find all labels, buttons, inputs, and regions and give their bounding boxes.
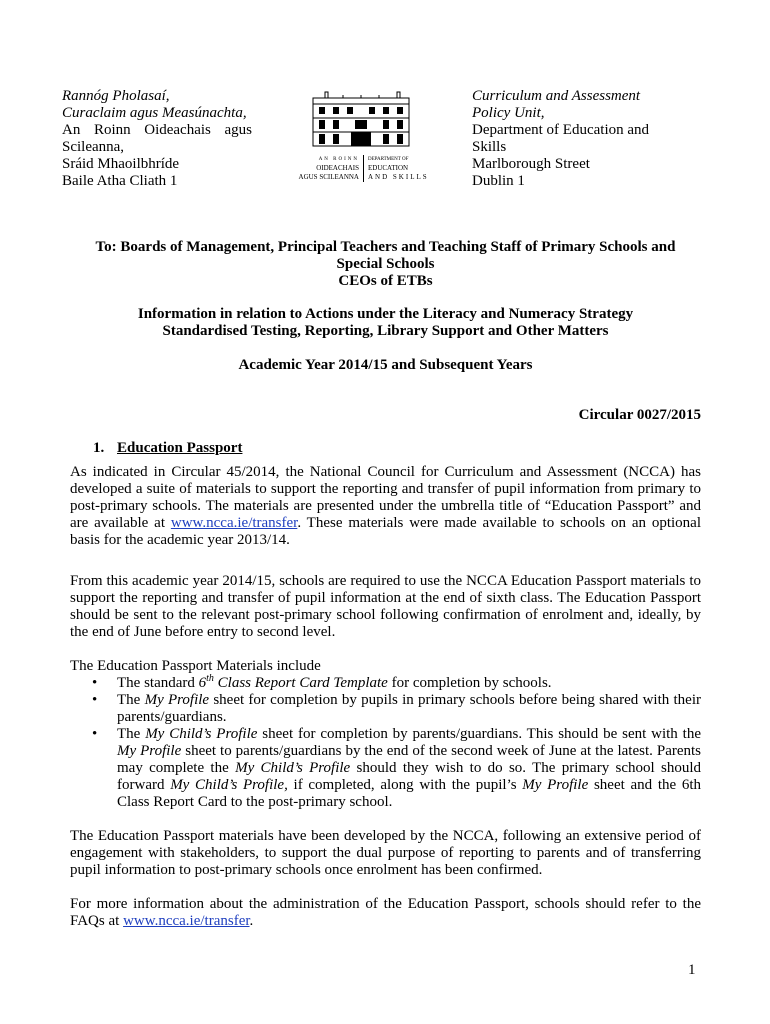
section-number: 1. <box>93 440 105 456</box>
logo-english-small: DEPARTMENT OF <box>368 157 409 162</box>
transfer-link[interactable]: www.ncca.ie/transfer <box>170 515 298 531</box>
circular-number: Circular 0027/2015 <box>578 407 701 423</box>
address-line: Department of Education and <box>472 122 650 138</box>
list-item-text <box>117 675 552 691</box>
bullet-icon: • <box>92 692 98 708</box>
paragraph-purpose <box>70 828 701 879</box>
list-item <box>70 675 701 692</box>
address-line: Dublin 1 <box>472 173 525 189</box>
address-line: Scileanna, <box>62 139 125 155</box>
address-line: Skills <box>472 139 507 155</box>
text-segment: For more information about the administration of the Education Passport, schools should refer to the FAQs at <box>70 896 701 929</box>
text-segment: As indicated in Circular 45/2014, the National Council for Curriculum and Assessment (NCCA) has developed a suite of materials to support the reporting and transfer of pupil information from primary to post-primary schools. The materials are presented under the umbrella title of “Education Passport” and are available at <box>70 464 701 531</box>
page-number: 1 <box>688 962 696 978</box>
paragraph-intro <box>70 464 701 549</box>
logo-english-line: EDUCATION <box>368 164 409 172</box>
list-item <box>70 692 701 726</box>
address-line: Sráid Mhaoilbhríde <box>62 156 180 172</box>
bullet-icon: • <box>92 675 98 691</box>
materials-intro: The Education Passport Materials include <box>70 658 321 674</box>
department-logo <box>285 86 435 182</box>
subject-line: Standardised Testing, Reporting, Library Support and Other Matters <box>162 323 609 339</box>
circular-subject <box>70 306 701 340</box>
italic-text: My Child’s Profile, <box>170 777 288 793</box>
address-line: Rannóg Pholasaí, <box>62 88 170 104</box>
paragraph-requirement <box>70 573 701 641</box>
materials-list <box>70 675 701 811</box>
section-title: Education Passport <box>117 440 243 456</box>
text-segment: The <box>117 726 146 742</box>
italic-text: 6 <box>198 675 207 691</box>
address-line: Curriculum and Assessment <box>472 88 641 104</box>
addressees <box>70 239 701 290</box>
list-item <box>70 726 701 811</box>
text-segment: The <box>117 692 145 708</box>
address-line: Marlborough Street <box>472 156 590 172</box>
addressee-line: Special Schools <box>336 256 435 272</box>
logo-irish-line: OIDEACHAIS <box>316 164 359 172</box>
sender-address-english <box>472 88 662 190</box>
text-segment: if completed, along with the pupil’s <box>287 777 523 793</box>
text-segment: The standard <box>117 675 199 691</box>
academic-year: Academic Year 2014/15 and Subsequent Years <box>238 357 533 373</box>
subject-line: Information in relation to Actions under the Literacy and Numeracy Strategy <box>137 306 634 322</box>
text-segment: should they wish to do so. The primary school should forward <box>117 760 701 793</box>
logo-english-line: AND SKILLS <box>368 173 429 181</box>
italic-text: My Child’s Profile <box>235 760 351 776</box>
list-item-text <box>117 726 701 810</box>
text-segment: for completion by schools. <box>387 675 552 691</box>
text-segment: sheet and the 6th Class Report Card to the post-primary school. <box>117 777 702 810</box>
transfer-link[interactable]: www.ncca.ie/transfer <box>123 913 250 929</box>
text-segment: sheet for completion by parents/guardians. This should be sent with the <box>257 726 701 742</box>
italic-text: My Profile <box>522 777 589 793</box>
bullet-icon: • <box>92 726 98 742</box>
building-illustration <box>285 86 435 148</box>
text-segment: From this academic year 2014/15, schools are required to use the NCCA Education Passport materials to support the reporting and transfer of pupil information at the end of sixth class. The Education Passport should be sent to the relevant post-primary school following confirmation of enrolment and, ideally, by the end of June before entry to second level. <box>70 573 701 640</box>
logo-irish-small: AN ROINN <box>318 157 359 162</box>
address-line: An Roinn Oideachais agus <box>62 122 252 138</box>
text-segment: sheet for completion by pupils in primary schools before being shared with their parents/guardians. <box>117 692 701 725</box>
addressee-line: CEOs of ETBs <box>338 273 433 289</box>
text-segment: . <box>249 913 254 929</box>
text-segment: sheet to parents/guardians by the end of the second week of June at the latest. Parents may complete the <box>117 743 702 776</box>
addressee-line: To: Boards of Management, Principal Teachers and Teaching Staff of Primary Schools and <box>95 239 676 255</box>
logo-irish-line: AGUS SCILEANNA <box>298 173 359 181</box>
text-segment: The Education Passport materials have been developed by the NCCA, following an extensive period of engagement with stakeholders, to support the dual purpose of reporting to parents and of transferring pupil information to post-primary schools once enrolment has been confirmed. <box>70 828 701 878</box>
italic-text: My Profile <box>144 692 210 708</box>
address-line: Curaclaim agus Measúnachta, <box>62 105 247 121</box>
list-item-text <box>117 692 701 725</box>
address-line: Baile Atha Cliath 1 <box>62 173 178 189</box>
text-segment: . These materials were made available to schools on an optional basis for the academic year 2013/14. <box>70 515 702 548</box>
address-line: Policy Unit, <box>472 105 545 121</box>
italic-text: Class Report Card Template <box>213 675 388 691</box>
italic-text: th <box>206 673 214 684</box>
sender-address-irish <box>62 88 252 190</box>
italic-text: My Profile <box>117 743 182 759</box>
paragraph-more-info <box>70 896 701 930</box>
italic-text: My Child’s Profile <box>145 726 258 742</box>
materials-list-section <box>70 658 701 811</box>
